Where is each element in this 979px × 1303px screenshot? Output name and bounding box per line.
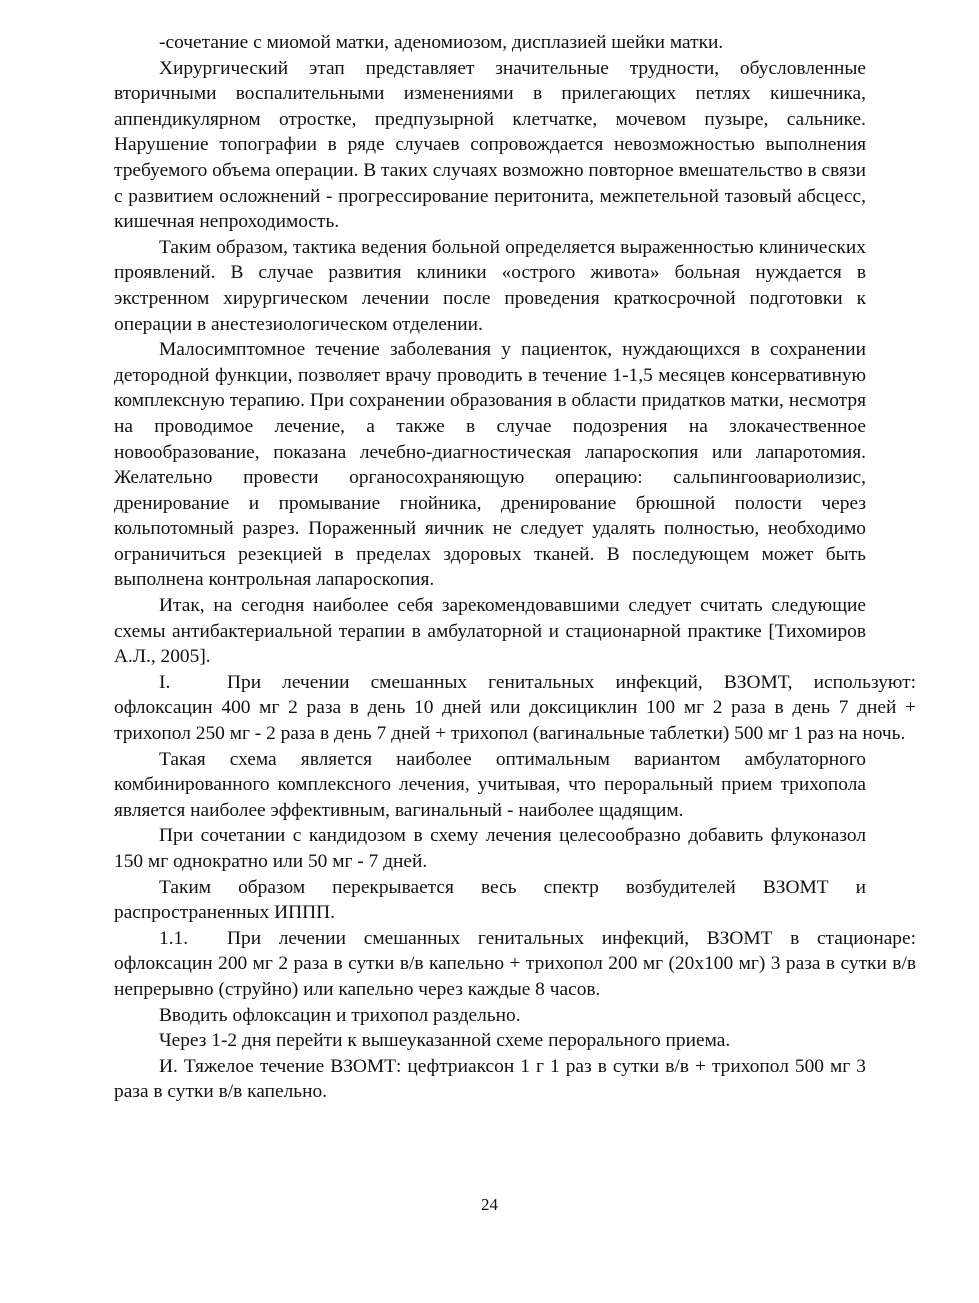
list-item — [114, 670, 916, 747]
list-item-number: I. — [159, 671, 171, 693]
document-body — [114, 30, 916, 1105]
paragraph: -сочетание с миомой матки, аденомиозом, дисплазией шейки матки. — [159, 32, 724, 53]
paragraph: И. Тяжелое течение ВЗОМТ: цефтриаксон 1 г 1 раз в сутки в/в + трихопол 500 мг 3 раза в сутки в/в капельно. — [114, 1055, 866, 1103]
list-item-number: 1.1. — [159, 927, 189, 949]
page-number: 24 — [481, 1195, 498, 1214]
paragraph: Малосимптомное течение заболевания у пациенток, нуждающихся в сохранении детородной функции, позволяет врачу проводить в течение 1-1,5 месяцев консервативную комплексную терапию. При сохранении образования в области придатков матки, несмотря на проводимое лечение, а также в случае подозрения на злокачественное новообразование, показана лечебно-диагностическая лапароскопия или лапаротомия. Желательно провести органосохраняющую операцию: сальпингоовариолизис, дренирование и промывание гнойника, дренирование брюшной полости через кольпотомный разрез. Пораженный яичник не следует удалять полностью, необходимо ограничиться резекцией в пределах здоровых тканей. В последующем может быть выполнена контрольная лапароскопия. — [114, 339, 866, 591]
paragraph: При сочетании с кандидозом в схему лечения целесообразно добавить флуконазол 150 мг однократно или 50 мг - 7 дней. — [114, 825, 866, 872]
paragraph: Таким образом, тактика ведения больной определяется выраженностью клинических проявлений. В случае развития клиники «острого живота» больная нуждается в экстренном хирургическом лечении после проведения краткосрочной подготовки к операции в анестезиологическом отделении. — [114, 236, 866, 335]
paragraph: Таким образом перекрывается весь спектр возбудителей ВЗОМТ и распространенных ИППП. — [114, 876, 866, 924]
paragraph: Вводить офлоксацин и трихопол раздельно. — [159, 1004, 521, 1026]
paragraph: Итак, на сегодня наиболее себя зарекомендовавшими следует считать следующие схемы антибактериальной терапии в амбулаторной и стационарной практике [Тихомиров А.Л., 2005]. — [114, 595, 866, 668]
paragraph: Хирургический этап представляет значительные трудности, обусловленные вторичными воспалительными изменениями в прилегающих петлях кишечника, аппендикулярном отростке, предпузырной клетчатке, мочевом пузыре, сальнике. Нарушение топографии в ряде случаев сопровождается невозможностью выполнения требуемого объема операции. В таких случаях возможно повторное вмешательство в связи с развитием осложнений - прогрессирование перитонита, межпетельной тазовый абсцесс, кишечная непроходимость. — [114, 57, 866, 233]
paragraph: Такая схема является наиболее оптимальным вариантом амбулаторного комбинированного комплексного лечения, учитывая, что пероральный прием трихопола является наиболее эффективным, вагинальный - наиболее щадящим. — [114, 748, 866, 821]
list-item — [114, 926, 916, 1003]
list-item-text: При лечении смешанных генитальных инфекций, ВЗОМТ в стационаре: офлоксацин 200 мг 2 раза в сутки в/в капельно + трихопол 200 мг (20х100 мг) 3 раза в сутки в/в непрерывно (струйно) или капельно через каждые 8 часов. — [114, 927, 916, 1000]
list-item-text: При лечении смешанных генитальных инфекций, ВЗОМТ, используют: офлоксацин 400 мг 2 раза в день 10 дней или доксициклин 100 мг 2 раза в день 7 дней + трихопол 250 мг - 2 раза в день 7 дней + трихопол (вагинальные таблетки) 500 мг 1 раз на ночь. — [114, 671, 916, 745]
paragraph: Через 1-2 дня перейти к вышеуказанной схеме перорального приема. — [159, 1030, 731, 1052]
